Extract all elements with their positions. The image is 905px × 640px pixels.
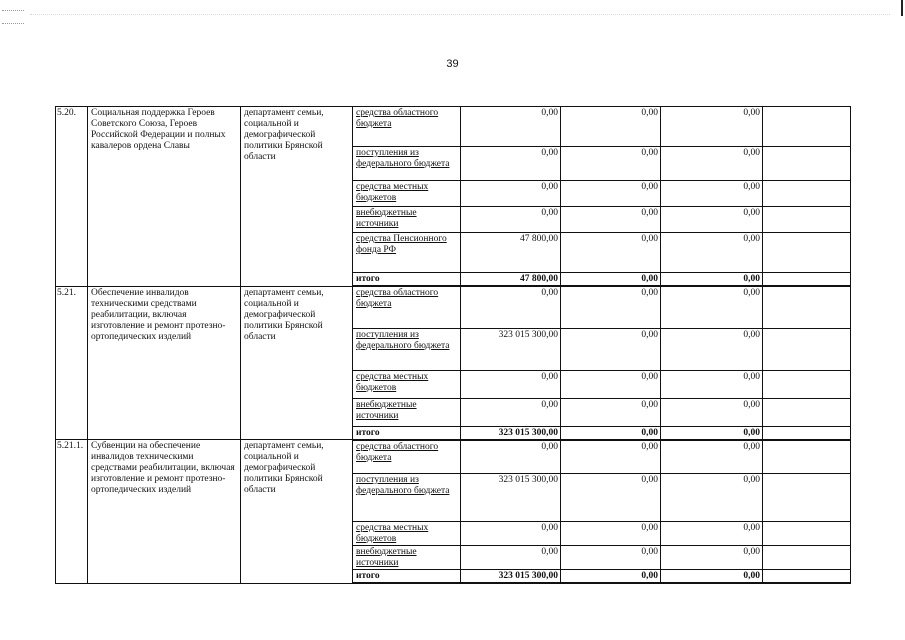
funding-source-label: поступления из федерального бюджета <box>356 475 450 496</box>
table-row <box>56 286 851 328</box>
item-code: 5.21.1. <box>56 440 88 584</box>
item-name: Обеспечение инвалидов техническими средствами реабилитации, включая изготовление и ремонт протезно-ортопедических изделий <box>88 286 241 440</box>
item-department: департамент семьи, социальной и демографической политики Брянской области <box>241 107 353 287</box>
funding-source <box>353 474 461 522</box>
amount-year-1: 0,00 <box>461 147 561 181</box>
amount-year-3: 0,00 <box>661 440 763 474</box>
funding-source-label: поступления из федерального бюджета <box>356 329 450 351</box>
amount-year-2: 0,00 <box>561 273 661 287</box>
amount-year-2: 0,00 <box>561 207 661 233</box>
amount-year-1: 0,00 <box>461 107 561 147</box>
amount-year-3: 0,00 <box>661 522 763 546</box>
funding-source-label: средства Пенсионного фонда РФ <box>356 234 447 255</box>
amount-year-3: 0,00 <box>661 474 763 522</box>
item-department: департамент семьи, социальной и демографической политики Брянской области <box>241 286 353 440</box>
page-number: 39 <box>446 58 459 70</box>
amount-year-3: 0,00 <box>661 398 763 426</box>
empty-cell <box>763 440 851 474</box>
funding-source <box>353 286 461 328</box>
amount-year-3: 0,00 <box>661 570 763 584</box>
empty-cell <box>763 546 851 570</box>
funding-source <box>353 440 461 474</box>
scan-artifact-right <box>901 0 903 16</box>
amount-year-3: 0,00 <box>661 207 763 233</box>
empty-cell <box>763 370 851 398</box>
amount-year-1: 0,00 <box>461 286 561 328</box>
funding-source-label: поступления из федерального бюджета <box>356 148 450 169</box>
funding-source-label: средства областного бюджета <box>356 441 439 463</box>
funding-source-label: итого <box>356 427 380 438</box>
funding-source-label: итого <box>356 571 380 581</box>
amount-year-2: 0,00 <box>561 370 661 398</box>
amount-year-1: 0,00 <box>461 207 561 233</box>
funding-source <box>353 398 461 426</box>
funding-source <box>353 546 461 570</box>
amount-year-1: 0,00 <box>461 370 561 398</box>
table-row <box>56 440 851 474</box>
amount-year-2: 0,00 <box>561 426 661 440</box>
amount-year-1: 47 800,00 <box>461 273 561 287</box>
item-department: департамент семьи, социальной и демографической политики Брянской области <box>241 440 353 584</box>
funding-source <box>353 207 461 233</box>
table-body <box>56 107 851 584</box>
amount-year-3: 0,00 <box>661 328 763 370</box>
funding-source-label: внебюджетные источники <box>356 399 417 421</box>
funding-source <box>353 570 461 584</box>
empty-cell <box>763 233 851 273</box>
empty-cell <box>763 474 851 522</box>
scan-artifact-left <box>2 10 24 24</box>
amount-year-2: 0,00 <box>561 570 661 584</box>
amount-year-3: 0,00 <box>661 273 763 287</box>
amount-year-1: 0,00 <box>461 546 561 570</box>
amount-year-1: 323 015 300,00 <box>461 328 561 370</box>
amount-year-3: 0,00 <box>661 107 763 147</box>
amount-year-3: 0,00 <box>661 181 763 207</box>
empty-cell <box>763 328 851 370</box>
amount-year-3: 0,00 <box>661 370 763 398</box>
funding-source <box>353 181 461 207</box>
empty-cell <box>763 181 851 207</box>
funding-source-label: средства местных бюджетов <box>356 523 429 544</box>
scan-artifact-line <box>30 14 890 21</box>
funding-source-label: внебюджетные источники <box>356 208 417 229</box>
amount-year-3: 0,00 <box>661 426 763 440</box>
empty-cell <box>763 207 851 233</box>
amount-year-3: 0,00 <box>661 286 763 328</box>
funding-source <box>353 233 461 273</box>
funding-source-label: внебюджетные источники <box>356 547 417 568</box>
funding-source <box>353 426 461 440</box>
funding-source-label: средства областного бюджета <box>356 288 439 309</box>
funding-source <box>353 273 461 287</box>
amount-year-2: 0,00 <box>561 181 661 207</box>
funding-source-label: итого <box>356 274 380 284</box>
amount-year-1: 0,00 <box>461 398 561 426</box>
amount-year-2: 0,00 <box>561 233 661 273</box>
table-row <box>56 107 851 147</box>
amount-year-1: 323 015 300,00 <box>461 426 561 440</box>
amount-year-1: 323 015 300,00 <box>461 474 561 522</box>
empty-cell <box>763 107 851 147</box>
item-name: Субвенции на обеспечение инвалидов техническими средствами реабилитации, включая изготовление и ремонт протезно-ортопедических изделий <box>88 440 241 584</box>
amount-year-2: 0,00 <box>561 522 661 546</box>
amount-year-2: 0,00 <box>561 546 661 570</box>
funding-source <box>353 107 461 147</box>
amount-year-1: 0,00 <box>461 522 561 546</box>
funding-source <box>353 370 461 398</box>
budget-table <box>55 106 851 584</box>
amount-year-2: 0,00 <box>561 440 661 474</box>
funding-source <box>353 328 461 370</box>
funding-source-label: средства местных бюджетов <box>356 371 429 393</box>
amount-year-2: 0,00 <box>561 474 661 522</box>
amount-year-2: 0,00 <box>561 107 661 147</box>
amount-year-2: 0,00 <box>561 147 661 181</box>
item-code: 5.21. <box>56 286 88 440</box>
empty-cell <box>763 398 851 426</box>
amount-year-2: 0,00 <box>561 328 661 370</box>
amount-year-1: 0,00 <box>461 440 561 474</box>
empty-cell <box>763 286 851 328</box>
amount-year-1: 47 800,00 <box>461 233 561 273</box>
amount-year-3: 0,00 <box>661 546 763 570</box>
amount-year-2: 0,00 <box>561 398 661 426</box>
funding-source-label: средства местных бюджетов <box>356 182 429 203</box>
empty-cell <box>763 426 851 440</box>
amount-year-1: 323 015 300,00 <box>461 570 561 584</box>
empty-cell <box>763 570 851 584</box>
empty-cell <box>763 522 851 546</box>
item-name: Социальная поддержка Героев Советского Союза, Героев Российской Федерации и полных кавалеров ордена Славы <box>88 107 241 287</box>
empty-cell <box>763 273 851 287</box>
amount-year-3: 0,00 <box>661 233 763 273</box>
amount-year-1: 0,00 <box>461 181 561 207</box>
amount-year-3: 0,00 <box>661 147 763 181</box>
empty-cell <box>763 147 851 181</box>
amount-year-2: 0,00 <box>561 286 661 328</box>
funding-source-label: средства областного бюджета <box>356 108 439 129</box>
funding-source <box>353 522 461 546</box>
item-code: 5.20. <box>56 107 88 287</box>
funding-source <box>353 147 461 181</box>
